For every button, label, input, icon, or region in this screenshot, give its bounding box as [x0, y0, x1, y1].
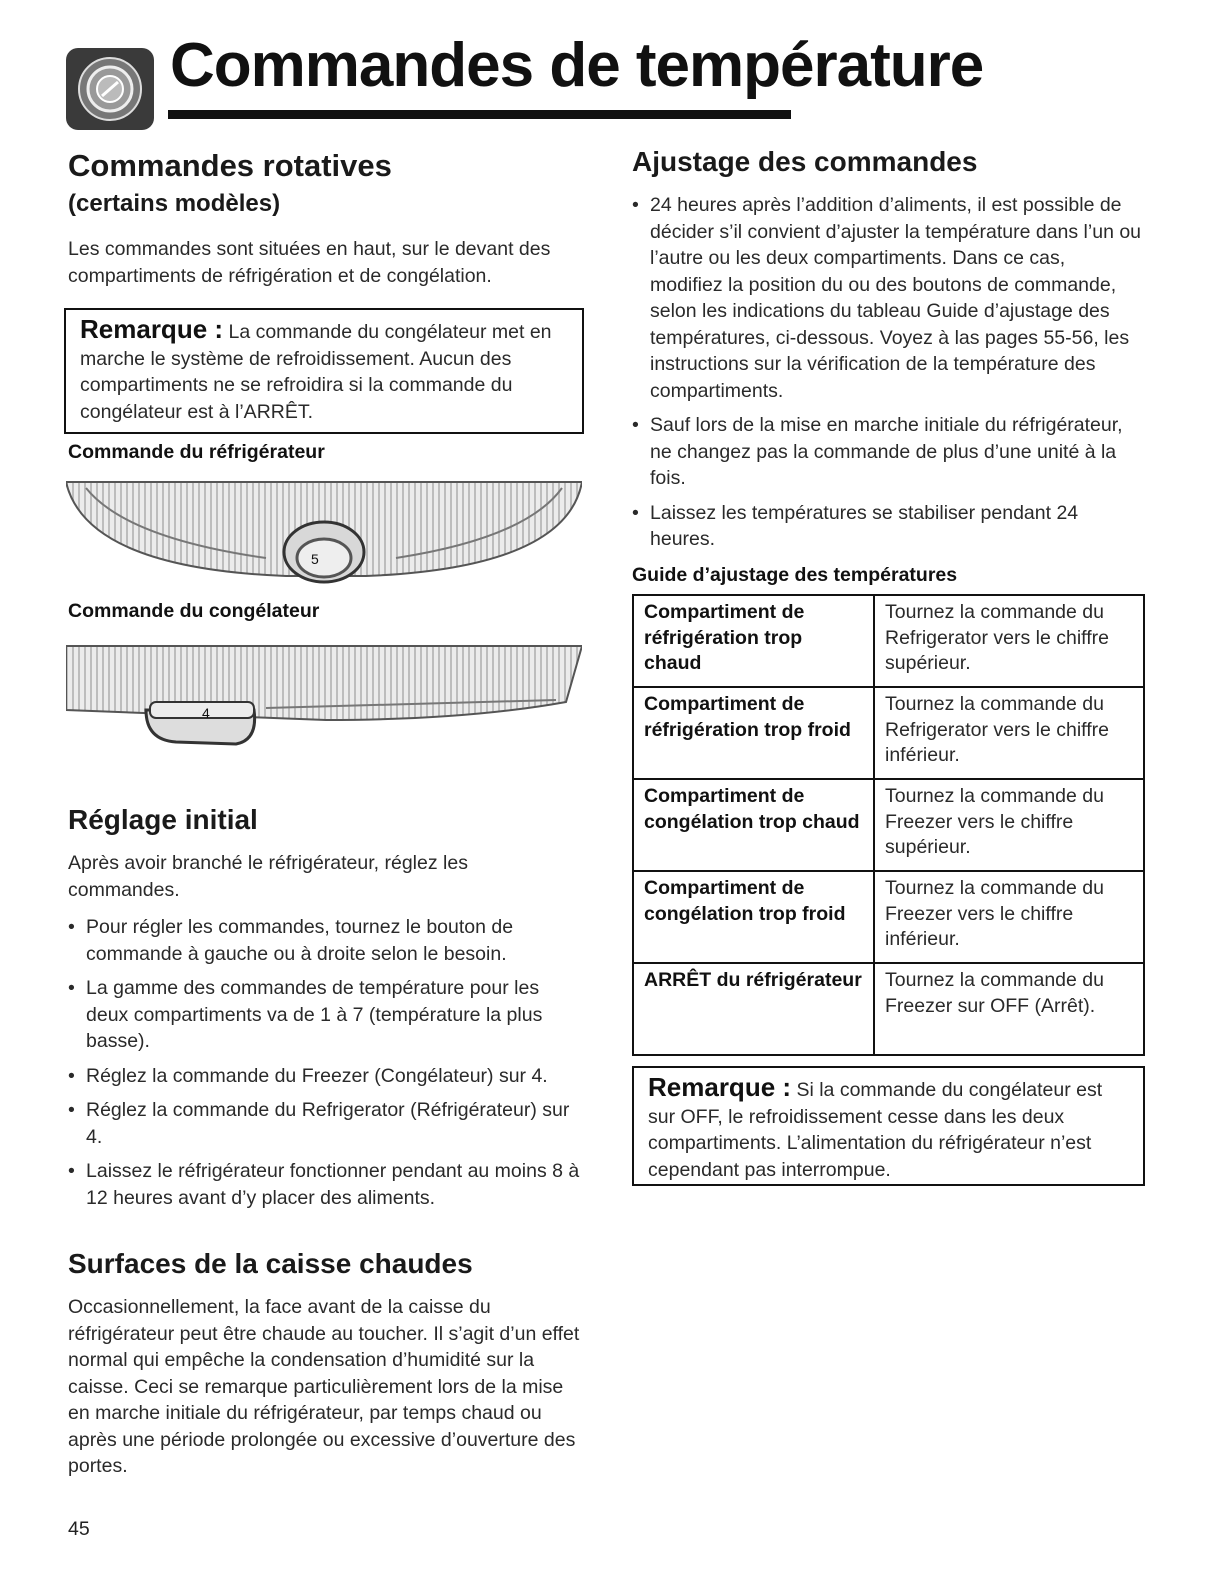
note-body: La commande du congélateur met en marche le système de refroidissement. Aucun des compartiments ne se refroidira si la commande du congélateur est à l’ARRÊT. — [80, 321, 552, 423]
note-body: Si la commande du congélateur est sur OFF, le refroidissement cesse dans les deux compartiments. L’alimentation du réfrigérateur n’est cependant pas interrompue. — [648, 1079, 1103, 1181]
table-cell-action: Tournez la commande du Freezer vers le chiffre supérieur. — [874, 779, 1144, 871]
rotary-intro: Les commandes sont situées en haut, sur le devant des compartiments de réfrigération et de congélation. — [68, 238, 551, 287]
fridge-control-label: Commande du réfrigérateur — [68, 441, 325, 463]
table-cell-condition: ARRÊT du réfrigérateur — [633, 963, 874, 1055]
list-item: • Réglez la commande du Refrigerator (Réfrigérateur) sur 4. — [68, 1099, 570, 1148]
table-row — [633, 963, 1144, 1055]
list-item: • 24 heures après l’addition d’aliments, il est possible de décider s’il convient d’ajuster la température dans l’un ou l’autre ou les deux compartiments. Dans ce cas, modifiez la position du ou des boutons de commande, selon les indications du tableau Guide d’ajustage des températures, ci-dessous. Voyez à las pages 55-56, les instructions sur la vérification de la température des compartiments. — [632, 194, 1142, 402]
initial-intro: Après avoir branché le réfrigérateur, réglez les commandes. — [68, 852, 468, 901]
note-heading: Remarque : — [80, 314, 224, 344]
list-item: • Réglez la commande du Freezer (Congélateur) sur 4. — [68, 1064, 548, 1087]
temperature-guide-table — [632, 594, 1145, 1056]
temperature-dial-icon — [66, 48, 154, 130]
list-item: • Laissez le réfrigérateur fonctionner pendant au moins 8 à 12 heures avant d’y placer des aliments. — [68, 1160, 580, 1209]
table-cell-condition: Compartiment de réfrigération trop froid — [633, 687, 874, 779]
surfaces-text: Occasionnellement, la face avant de la caisse du réfrigérateur peut être chaude au toucher. Il s’agit d’un effet normal qui empêche la condensation d’humidité sur la caisse. Ceci se remarque particulièrement lors de la mise en marche initiale du réfrigérateur, par temps chaud ou après une période prolongée ou excessive d’ouverture des portes. — [68, 1296, 580, 1477]
section-title-surfaces: Surfaces de la caisse chaudes — [68, 1248, 473, 1279]
section-title-initial: Réglage initial — [68, 804, 258, 835]
section-subtitle-rotary: (certains modèles) — [68, 190, 281, 217]
table-row — [633, 687, 1144, 779]
fridge-control-illustration — [66, 478, 582, 590]
table-cell-condition: Compartiment de congélation trop chaud — [633, 779, 874, 871]
adjust-bullet-list — [632, 192, 1142, 561]
table-row — [633, 871, 1144, 963]
guide-title: Guide d’ajustage des températures — [632, 564, 958, 586]
note-text — [648, 1074, 1129, 1183]
page-number: 45 — [68, 1518, 90, 1540]
freezer-control-illustration — [66, 640, 582, 752]
list-item: • Pour régler les commandes, tournez le bouton de commande à gauche ou à droite selon le besoin. — [68, 916, 514, 965]
note-heading: Remarque : — [648, 1072, 792, 1102]
table-cell-action: Tournez la commande du Freezer vers le chiffre inférieur. — [874, 871, 1144, 963]
page-title: Commandes de température — [170, 31, 984, 100]
list-item: • Sauf lors de la mise en marche initiale du réfrigérateur, ne changez pas la commande de plus d’une unité à la fois. — [632, 414, 1123, 489]
table-cell-condition: Compartiment de réfrigération trop chaud — [633, 595, 874, 687]
table-row — [633, 779, 1144, 871]
table-cell-condition: Compartiment de congélation trop froid — [633, 871, 874, 963]
table-row — [633, 595, 1144, 687]
fridge-dial-number: 5 — [311, 551, 319, 567]
table-cell-action: Tournez la commande du Freezer sur OFF (Arrêt). — [874, 963, 1144, 1055]
section-title-adjust: Ajustage des commandes — [632, 146, 978, 177]
freezer-dial-number: 4 — [202, 705, 210, 721]
table-cell-action: Tournez la commande du Refrigerator vers le chiffre inférieur. — [874, 687, 1144, 779]
initial-bullet-list — [68, 914, 580, 1219]
list-item: • La gamme des commandes de température pour les deux compartiments va de 1 à 7 (température la plus basse). — [68, 977, 543, 1052]
list-item: • Laissez les températures se stabiliser pendant 24 heures. — [632, 501, 1079, 550]
note-text — [80, 316, 568, 425]
freezer-control-label: Commande du congélateur — [68, 600, 320, 622]
table-cell-action: Tournez la commande du Refrigerator vers le chiffre supérieur. — [874, 595, 1144, 687]
title-underline — [168, 110, 791, 119]
note-box-freezer — [64, 308, 584, 434]
note-box-off — [632, 1066, 1145, 1186]
section-title-rotary: Commandes rotatives — [68, 148, 392, 183]
